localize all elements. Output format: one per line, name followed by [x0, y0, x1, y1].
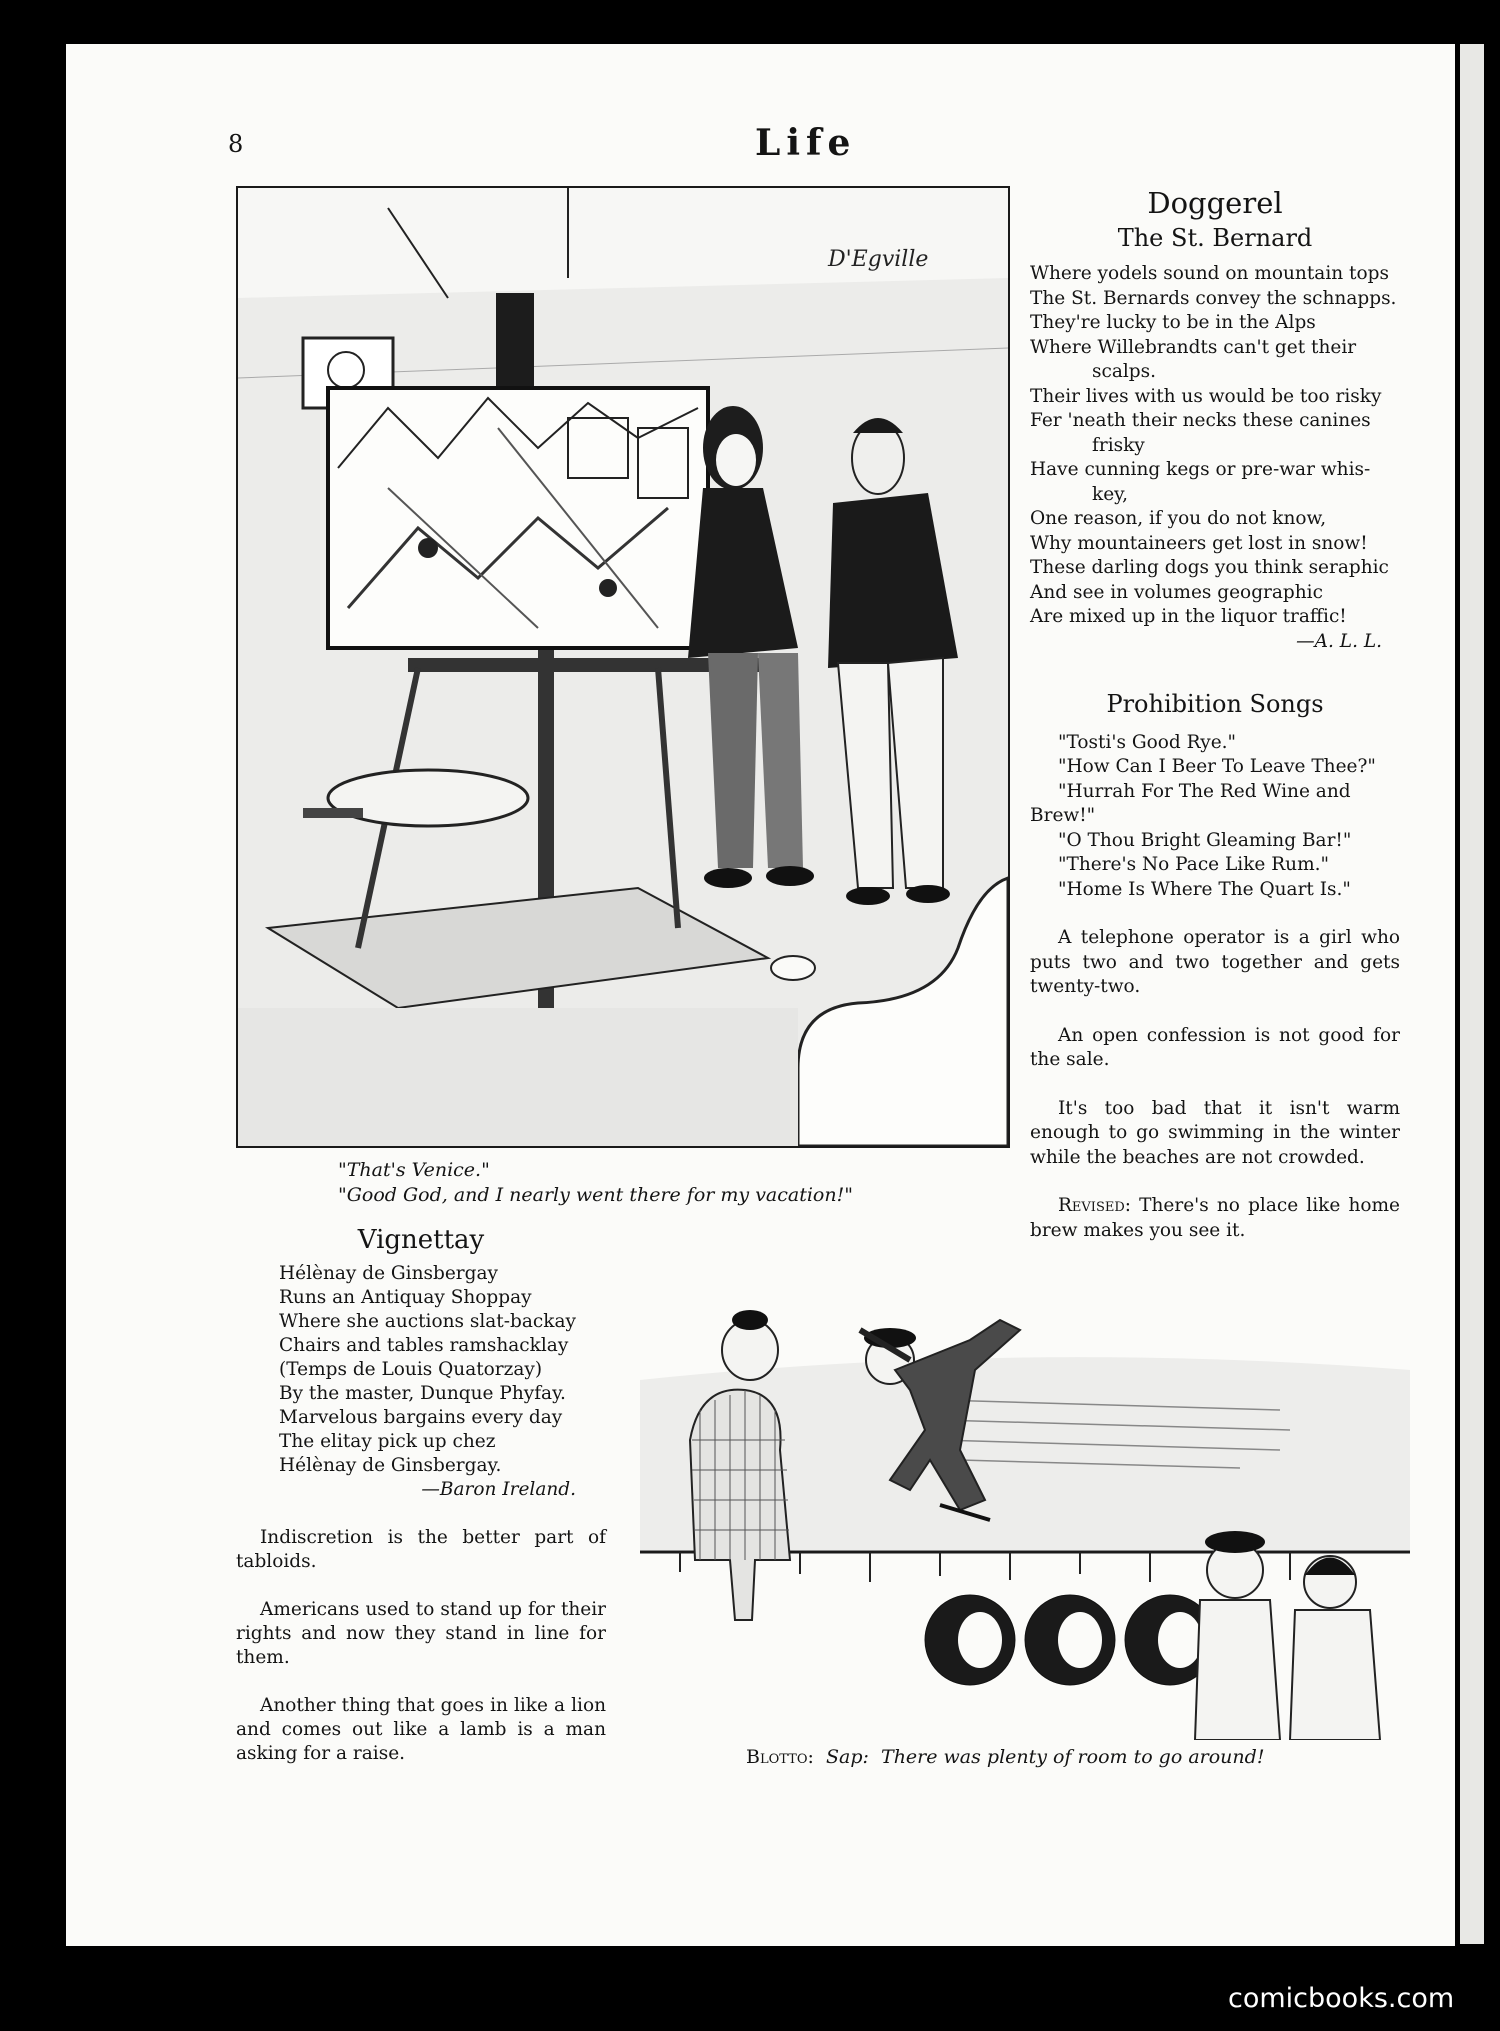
masthead: Life	[755, 122, 857, 164]
vignettay-poem	[236, 1262, 606, 1478]
skating-illustration	[640, 1290, 1410, 1740]
poem-line: Runs an Antiquay Shoppay	[279, 1287, 532, 1308]
song-title: "O Thou Bright Gleaming Bar!"	[1058, 829, 1352, 851]
caption-speaker: Sap:	[826, 1746, 869, 1768]
left-column	[236, 1225, 606, 1766]
poem-line: Where yodels sound on mountain tops	[1030, 263, 1389, 284]
poem-line: Where Willebrandts can't get their	[1030, 336, 1357, 358]
poem-line: scalps.	[1092, 361, 1157, 382]
doggerel-signature: —A. L. L.	[1296, 630, 1382, 652]
paragraph: An open confession is not good for the sale.	[1030, 1024, 1400, 1070]
right-column	[1030, 186, 1400, 1243]
poem-line: Where she auctions slat-backay	[279, 1311, 576, 1332]
artist-signature: D'Egville	[828, 247, 929, 272]
caption-line-2: "Good God, and I nearly went there for my vacation!"	[338, 1184, 853, 1206]
paragraph: Indiscretion is the better part of tabloids.	[236, 1527, 606, 1572]
revised-text: There's no place like home brew makes you see it.	[1030, 1195, 1400, 1241]
paragraph: Americans used to stand up for their rights and now they stand in line for them.	[236, 1599, 606, 1668]
caption-text: There was plenty of room to go around!	[881, 1746, 1265, 1768]
left-paragraphs	[236, 1526, 606, 1766]
prohibition-songs	[1030, 731, 1400, 903]
next-page-edge	[1460, 44, 1484, 1944]
poem-line: Why mountaineers get lost in snow!	[1030, 532, 1368, 554]
poem-line: The St. Bernards convey the schnapps.	[1030, 287, 1397, 309]
prohibition-title: Prohibition Songs	[1106, 690, 1324, 718]
watermark: comicbooks.com	[1228, 1983, 1455, 2014]
revised-label: Revised:	[1058, 1195, 1131, 1216]
caption-label: Blotto:	[746, 1746, 814, 1768]
song-title: "Home Is Where The Quart Is."	[1058, 878, 1351, 900]
song-title: "Hurrah For The Red Wine and	[1058, 780, 1351, 802]
studio-cartoon	[236, 186, 1010, 1148]
studio-cartoon-caption	[338, 1158, 853, 1208]
poem-line: Hélènay de Ginsbergay	[279, 1263, 498, 1284]
poem-line: Chairs and tables ramshacklay	[279, 1335, 569, 1356]
poem-line: Fer 'neath their necks these canines	[1030, 410, 1371, 431]
song-title: "Tosti's Good Rye."	[1058, 731, 1237, 753]
poem-line: And see in volumes geographic	[1030, 581, 1323, 603]
paragraph: It's too bad that it isn't warm enough to go swimming in the winter while the beaches are not crowded.	[1030, 1097, 1400, 1168]
poem-line: They're lucky to be in the Alps	[1030, 312, 1316, 333]
doggerel-title: Doggerel	[1147, 186, 1283, 220]
poem-line: One reason, if you do not know,	[1030, 508, 1327, 529]
song-title: "There's No Pace Like Rum."	[1058, 854, 1330, 875]
poem-line: By the master, Dunque Phyfay.	[279, 1383, 566, 1404]
paragraph: Another thing that goes in like a lion and comes out like a lamb is a man asking for a raise.	[236, 1695, 606, 1764]
page-number: 8	[228, 130, 244, 158]
poem-line: Are mixed up in the liquor traffic!	[1030, 606, 1347, 627]
poem-line: (Temps de Louis Quatorzay)	[279, 1359, 543, 1380]
poem-line: frisky	[1092, 434, 1145, 456]
poem-line: key,	[1092, 483, 1129, 505]
right-paragraphs	[1030, 926, 1400, 1170]
poem-line: Have cunning kegs or pre-war whis-	[1030, 459, 1371, 480]
vignettay-title: Vignettay	[357, 1225, 485, 1255]
skating-cartoon	[640, 1290, 1410, 1740]
studio-illustration	[238, 188, 1008, 1146]
revised-paragraph	[1030, 1194, 1400, 1243]
doggerel-poem	[1030, 262, 1400, 630]
vignettay-signature: —Baron Ireland.	[421, 1479, 576, 1500]
doggerel-subtitle: The St. Bernard	[1117, 224, 1313, 252]
poem-line: These darling dogs you think seraphic	[1030, 557, 1389, 578]
poem-line: Hélènay de Ginsbergay.	[279, 1455, 502, 1476]
paragraph: A telephone operator is a girl who puts two and two together and gets twenty-two.	[1030, 927, 1400, 997]
song-title: Brew!"	[1030, 805, 1096, 826]
caption-line-1: "That's Venice."	[338, 1159, 490, 1181]
poem-line: Their lives with us would be too risky	[1030, 385, 1382, 407]
poem-line: The elitay pick up chez	[279, 1431, 496, 1452]
poem-line: Marvelous bargains every day	[279, 1407, 563, 1428]
skating-cartoon-caption	[746, 1746, 1264, 1768]
song-title: "How Can I Beer To Leave Thee?"	[1058, 756, 1376, 777]
